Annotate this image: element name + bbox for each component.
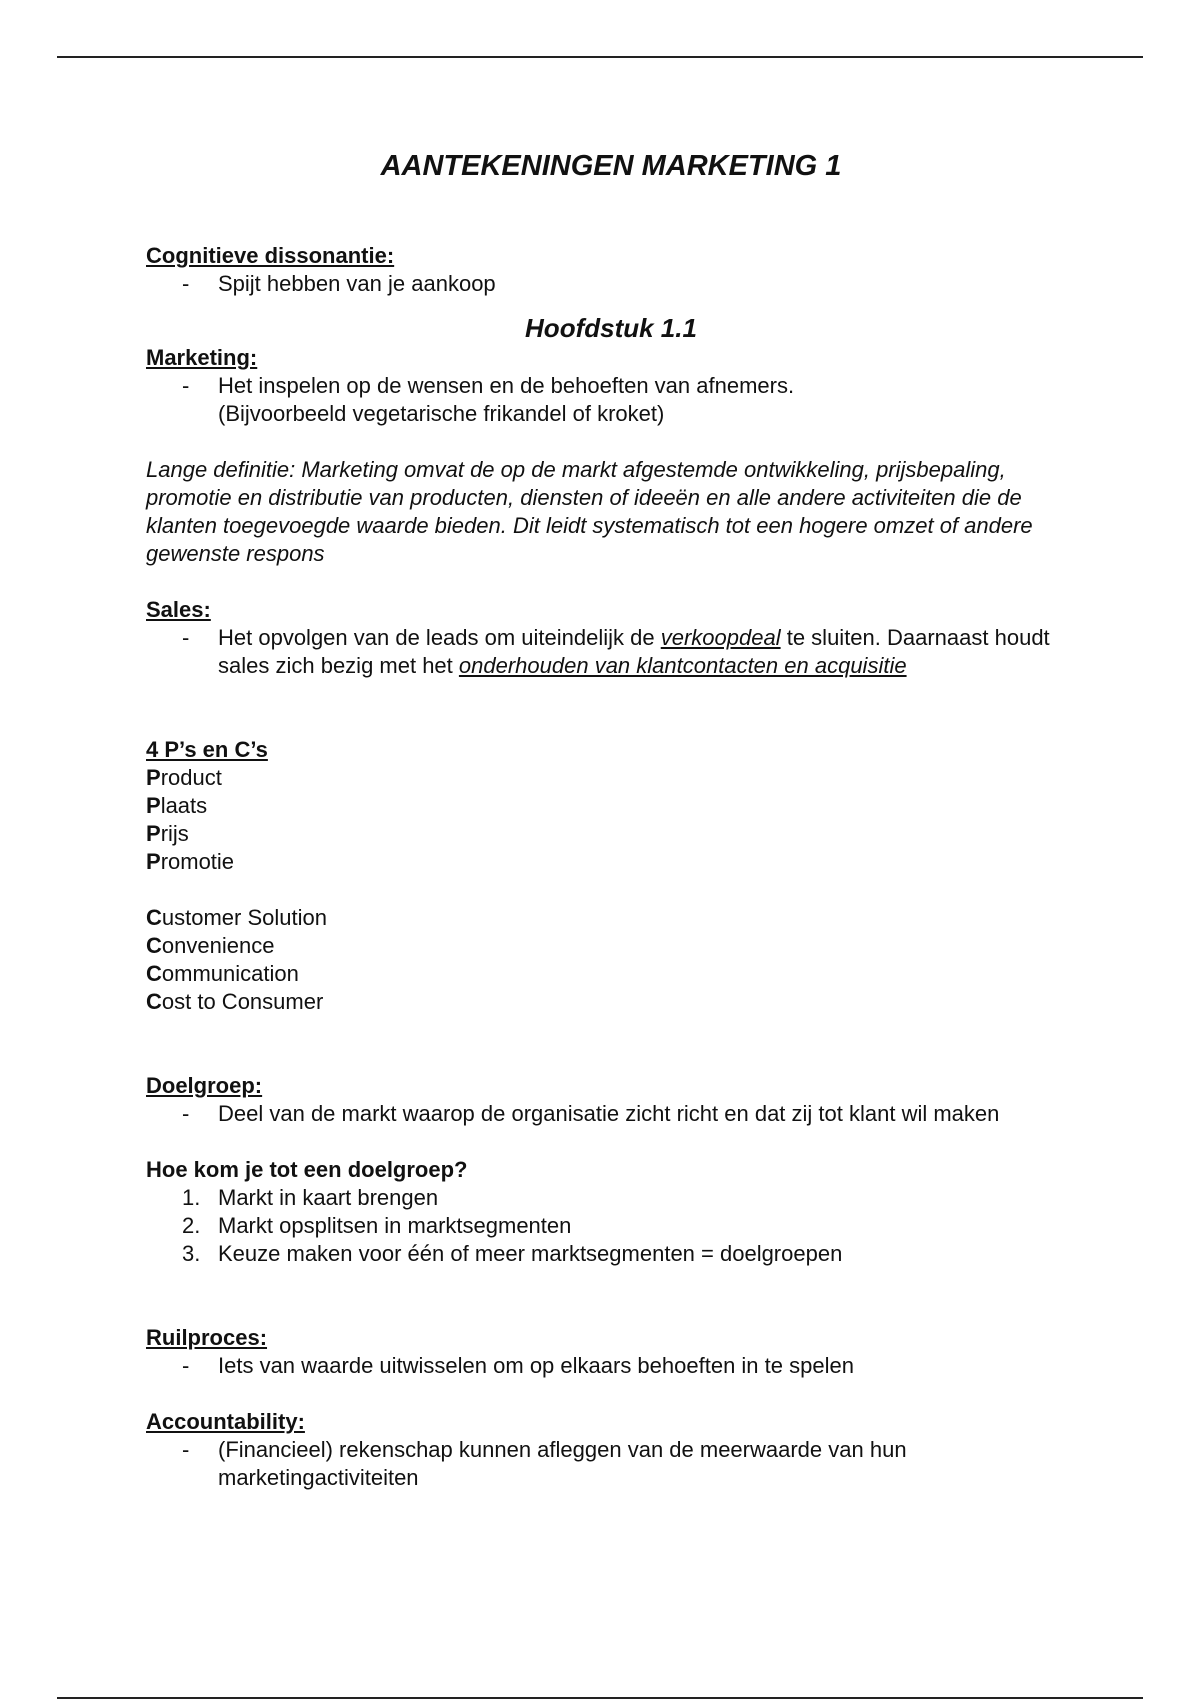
- bullet-mark: -: [182, 271, 190, 296]
- bullet-text: (Financieel) rekenschap kunnen afleggen van de meerwaarde van hun marketingactiviteiten: [218, 1437, 907, 1490]
- sales-emphasis-klantcontacten: onderhouden van klantcontacten en acquisitie: [458, 653, 907, 678]
- c-item-convenience: Convenience: [146, 933, 275, 958]
- heading-marketing: Marketing:: [146, 345, 258, 370]
- c-item-cost: Cost to Consumer: [146, 989, 324, 1014]
- heading-accountability: Accountability:: [146, 1409, 305, 1434]
- chapter-heading: Hoofdstuk 1.1: [525, 313, 697, 343]
- heading-ruilproces: Ruilproces:: [146, 1325, 268, 1350]
- document-title: AANTEKENINGEN MARKETING 1: [380, 150, 842, 182]
- heading-ps-cs: 4 P’s en C’s: [146, 737, 268, 762]
- sales-text-a: Het opvolgen van de leads om uiteindelijk de: [218, 625, 661, 650]
- p-item-product: Product: [146, 765, 222, 790]
- bullet-mark: -: [182, 1353, 190, 1378]
- bullet-cognitive: [146, 270, 1076, 298]
- heading-cognitive: Cognitieve dissonantie:: [146, 243, 395, 268]
- bullet-mark: -: [182, 625, 190, 650]
- numbered-item: 1. Markt in kaart brengen: [182, 1185, 439, 1210]
- bullet-text: Iets van waarde uitwisselen om op elkaars behoeften in te spelen: [218, 1353, 854, 1378]
- p-item-promotie: Promotie: [146, 849, 235, 874]
- numbered-item: 2. Markt opsplitsen in marktsegmenten: [182, 1213, 572, 1238]
- numbered-item: 3. Keuze maken voor één of meer marktsegmenten = doelgroepen: [182, 1241, 843, 1266]
- p-item-plaats: Plaats: [146, 793, 208, 818]
- heading-hoe-doelgroep: Hoe kom je tot een doelgroep?: [146, 1157, 468, 1182]
- bullet-ruilproces: [146, 1352, 1076, 1380]
- bullet-mark: -: [182, 1437, 190, 1462]
- bottom-rule: [57, 1697, 1143, 1699]
- sales-emphasis-verkoopdeal: verkoopdeal: [660, 625, 781, 650]
- bullet-doelgroep: [146, 1100, 1076, 1128]
- bullet-sales: [146, 624, 1076, 680]
- heading-doelgroep: Doelgroep:: [146, 1073, 263, 1098]
- bullet-marketing: [146, 372, 1076, 428]
- c-list: [146, 904, 1076, 1016]
- sales-text-b: te sluiten. Daarnaast houdt sales zich bezig met het: [218, 625, 1050, 678]
- p-item-prijs: Prijs: [146, 821, 189, 846]
- bullet-mark: -: [182, 373, 190, 398]
- bullet-text-example: (Bijvoorbeeld vegetarische frikandel of kroket): [218, 401, 665, 426]
- top-rule: [57, 56, 1143, 58]
- heading-sales: Sales:: [146, 597, 211, 622]
- c-item-communication: Communication: [146, 961, 299, 986]
- p-list: [146, 764, 1076, 876]
- bullet-text: Spijt hebben van je aankoop: [218, 271, 496, 296]
- bullet-accountability: [146, 1436, 1076, 1492]
- marketing-definition: Lange definitie: Marketing omvat de op de markt afgestemde ontwikkeling, prijsbepaling, promotie en distributie van producten, diensten of ideeën en alle andere activiteiten die de klanten toegevoegde waarde bieden. Dit leidt systematisch tot een hogere omzet of andere gewenste respons: [146, 457, 1033, 566]
- bullet-text: Het inspelen op de wensen en de behoeften van afnemers.: [218, 373, 795, 398]
- document-body: [146, 148, 1076, 1492]
- bullet-mark: -: [182, 1101, 190, 1126]
- bullet-text: Deel van de markt waarop de organisatie zicht richt en dat zij tot klant wil maken: [218, 1101, 1000, 1126]
- c-item-customer-solution: Customer Solution: [146, 905, 327, 930]
